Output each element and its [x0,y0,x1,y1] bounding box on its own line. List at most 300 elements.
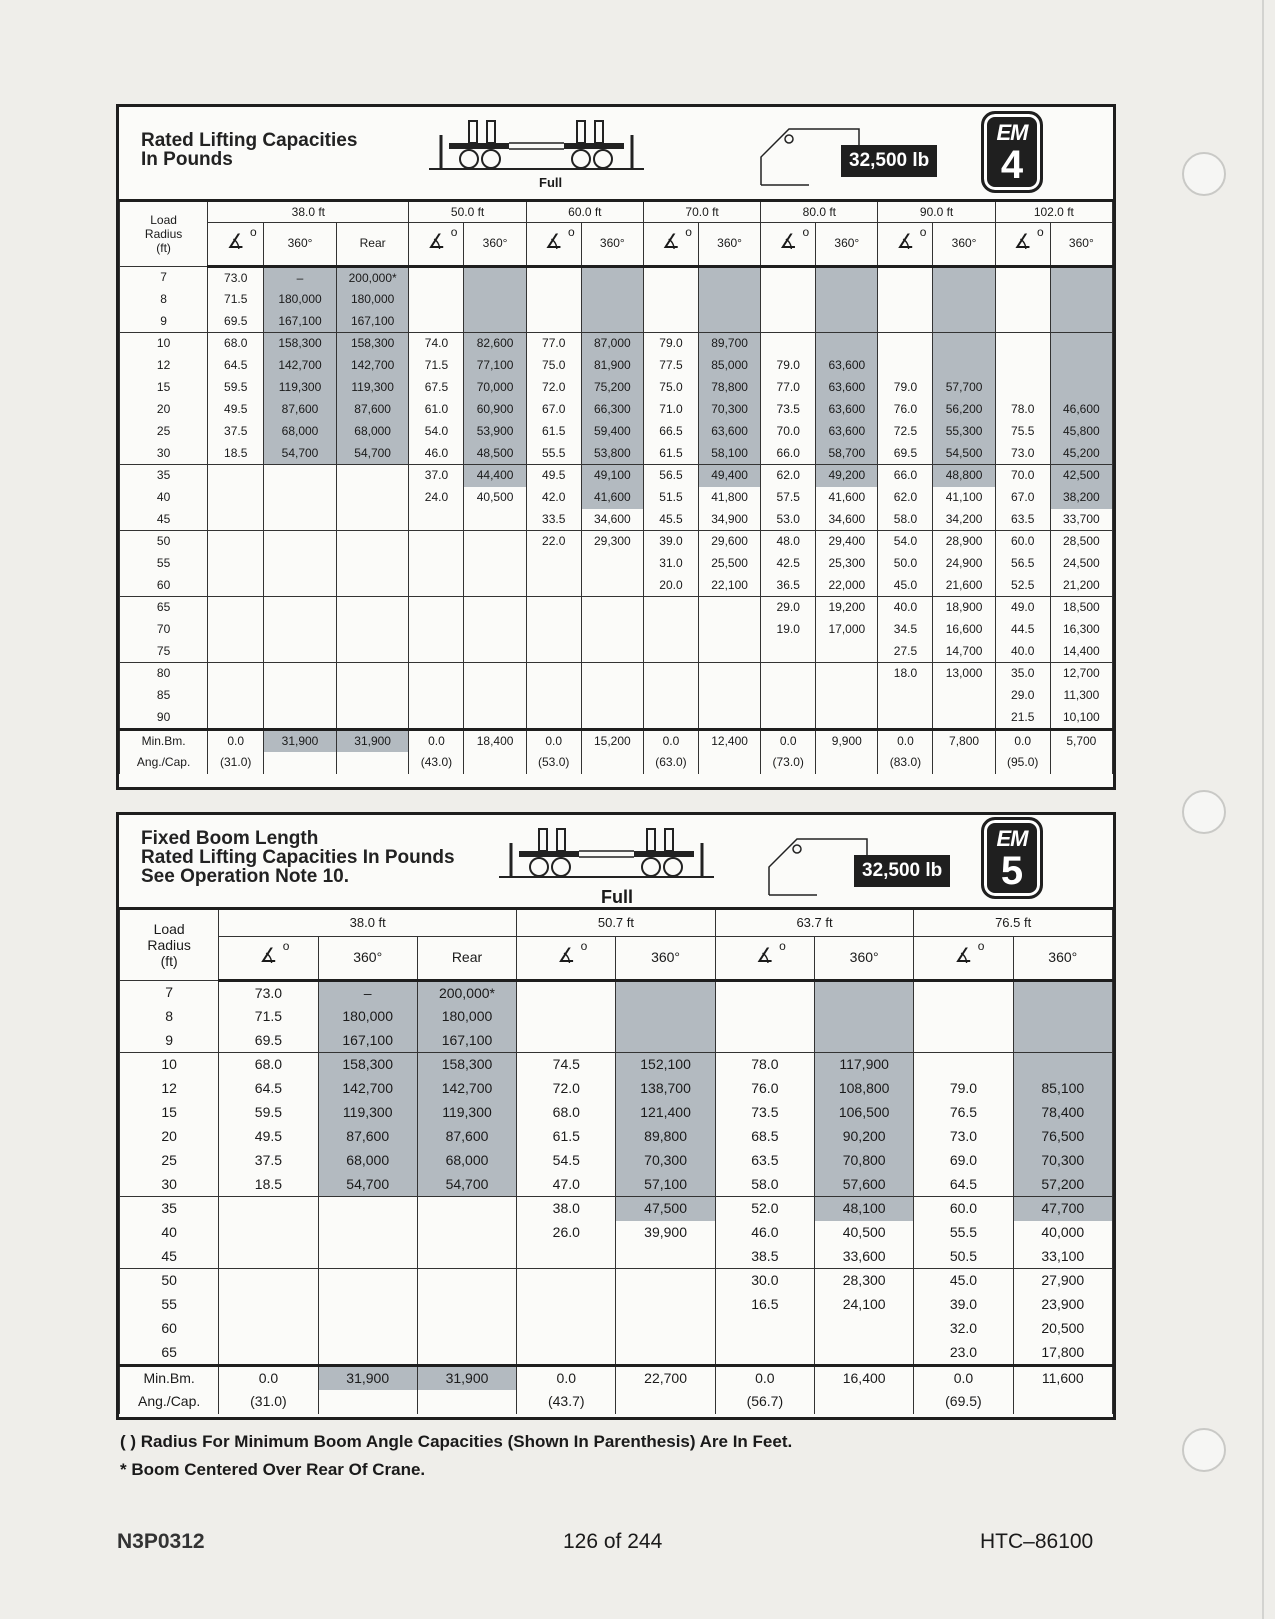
capacity-cell: (73.0) [761,752,816,774]
capacity-cell [464,597,526,619]
capacity-cell: 73.0 [208,266,264,289]
row-label: Ang./Cap. [120,1390,219,1414]
capacity-cell [698,289,760,311]
capacity-cell [698,641,760,663]
capacity-cell: 0.0 [208,729,264,752]
table-row [120,355,1113,377]
capacity-cell: (83.0) [878,752,933,774]
capacity-cell: 12,400 [698,729,760,752]
table-row [120,333,1113,355]
capacity-cell [1050,311,1112,333]
capacity-cell [643,311,698,333]
capacity-cell [581,553,643,575]
capacity-cell: 76.0 [878,399,933,421]
capacity-cell: 33,600 [815,1245,914,1269]
capacity-cell: 77.5 [643,355,698,377]
capacity-cell [816,289,878,311]
capacity-cell: 180,000 [318,1005,417,1029]
capacity-cell [417,1390,516,1414]
capacity-cell [815,1341,914,1366]
capacity-cell: 67.5 [409,377,464,399]
load-radius-cell: 10 [120,333,208,355]
title-line: Rated Lifting Capacities In Pounds [141,847,455,868]
load-radius-cell: 20 [120,399,208,421]
capacity-cell: 119,300 [264,377,337,399]
capacity-cell: 47,500 [616,1197,715,1221]
angle-icon: ∡ o [259,939,290,967]
capacity-cell [417,1221,516,1245]
em-badge-letters: EM [996,120,1028,145]
table-row [120,1245,1113,1269]
footnote-rear: * Boom Centered Over Rear Of Crane. [120,1460,426,1479]
capacity-cell: 21,600 [933,575,995,597]
load-radius-text: Load [153,920,185,937]
capacity-cell [914,1053,1013,1077]
capacity-cell [816,752,878,774]
capacity-cell: 67.0 [995,487,1050,509]
capacity-cell: 50.5 [914,1245,1013,1269]
capacity-cell: 40.0 [995,641,1050,663]
capacity-cell [264,553,337,575]
table-row [120,531,1113,553]
capacity-cell: 56.5 [995,553,1050,575]
capacity-cell [816,707,878,730]
table-row [120,487,1113,509]
load-radius-text: (ft) [160,952,178,969]
boom-length-header: 50.7 ft [517,910,716,936]
capacity-cell: 79.0 [761,355,816,377]
capacity-cell: 41,600 [816,487,878,509]
capacity-cell [517,1341,616,1366]
capacity-cell [526,289,581,311]
capacity-cell [219,1293,318,1317]
capacity-cell: 47,700 [1013,1197,1112,1221]
capacity-cell: (53.0) [526,752,581,774]
capacity-cell: 57,100 [616,1173,715,1197]
angle-icon: ∡ o [427,225,458,253]
capacity-cell [526,641,581,663]
angle-icon: ∡ o [557,939,588,967]
capacity-cell [761,641,816,663]
load-radius-cell: 15 [120,1101,219,1125]
capacity-cell [1013,1053,1112,1077]
table-row [120,1221,1113,1245]
capacity-cell: 71.0 [643,399,698,421]
load-radius-cell: 35 [120,1197,219,1221]
capacity-cell: 0.0 [761,729,816,752]
capacity-cell: 52.5 [995,575,1050,597]
capacity-cell [208,575,264,597]
capacity-cell: – [318,980,417,1005]
capacity-cell [995,355,1050,377]
capacity-cell: 68.5 [715,1125,814,1149]
capacity-cell: 76.0 [715,1077,814,1101]
capacity-cell: 49.5 [526,465,581,487]
capacity-cell: 29.0 [995,685,1050,707]
capacity-cell: 22,700 [616,1365,715,1390]
load-radius-cell: 90 [120,707,208,730]
em-badge-number: 5 [1000,849,1024,893]
capacity-cell: 68,000 [318,1149,417,1173]
capacity-cell: 67.0 [526,399,581,421]
capacity-cell: (31.0) [219,1390,318,1414]
capacity-cell: 70.0 [761,421,816,443]
boom-length-header: 70.0 ft [643,202,760,222]
capacity-cell: 79.0 [643,333,698,355]
capacity-cell [761,289,816,311]
capacity-cell [318,1390,417,1414]
capacity-cell: 41,600 [581,487,643,509]
capacity-cell: 70,800 [815,1149,914,1173]
load-radius-text: Load [150,212,177,227]
capacity-cell [581,663,643,685]
capacity-cell [715,1005,814,1029]
capacity-cell: 24,900 [933,553,995,575]
load-radius-cell: 12 [120,355,208,377]
load-radius-cell: 20 [120,1125,219,1149]
capacity-cell: 73.5 [761,399,816,421]
capacity-cell [643,707,698,730]
capacity-cell [409,663,464,685]
capacity-cell [208,597,264,619]
capacity-cell [318,1245,417,1269]
load-radius-cell: 70 [120,619,208,641]
capacity-cell [878,333,933,355]
capacity-cell: 85,000 [698,355,760,377]
load-radius-cell: 8 [120,289,208,311]
capacity-cell [208,619,264,641]
capacity-cell [616,1245,715,1269]
load-radius-cell: 35 [120,465,208,487]
capacity-cell [264,465,337,487]
capacity-cell: 34,600 [581,509,643,531]
capacity-cell [208,487,264,509]
capacity-cell: 158,300 [318,1053,417,1077]
capacity-cell: 63,600 [698,421,760,443]
capacity-cell: 40,500 [815,1221,914,1245]
capacity-cell: 33,100 [1013,1245,1112,1269]
footnotes [120,1428,792,1484]
capacity-cell [464,531,526,553]
capacity-360-header: 360° [1013,936,1112,980]
capacity-cell [336,465,409,487]
table-row [120,465,1113,487]
capacity-cell [995,333,1050,355]
capacity-cell [336,619,409,641]
capacity-cell [517,1005,616,1029]
capacity-cell: 29.0 [761,597,816,619]
capacity-cell [219,1221,318,1245]
capacity-cell: 142,700 [264,355,337,377]
load-radius-cell: 55 [120,1293,219,1317]
load-radius-cell: 7 [120,266,208,289]
counterweight-badge: 32,500 lb [854,855,950,887]
capacity-cell: 38.5 [715,1245,814,1269]
capacity-cell: 29,600 [698,531,760,553]
boom-length-header: 63.7 ft [715,910,914,936]
capacity-cell: 66.5 [643,421,698,443]
capacity-cell: 16,600 [933,619,995,641]
capacity-cell [933,311,995,333]
capacity-cell: 33,700 [1050,509,1112,531]
angle-icon: ∡ o [755,939,786,967]
capacity-cell [816,663,878,685]
table-row [120,575,1113,597]
capacity-cell [581,685,643,707]
capacity-cell: 22,100 [698,575,760,597]
capacity-cell: 16,400 [815,1365,914,1390]
capacity-cell: 42,500 [1050,465,1112,487]
capacity-cell [336,531,409,553]
capacity-cell: 51.5 [643,487,698,509]
capacity-cell [219,1317,318,1341]
angle-icon: ∡ o [896,225,927,253]
table-row [120,1341,1113,1366]
capacity-cell [208,663,264,685]
capacity-cell: 60.0 [995,531,1050,553]
angle-icon: ∡ o [544,225,575,253]
capacity-cell [698,752,760,774]
capacity-cell [581,266,643,289]
capacity-cell: 49.5 [208,399,264,421]
capacity-cell: 73.5 [715,1101,814,1125]
capacity-cell: 45.0 [914,1269,1013,1293]
capacity-cell: 39.0 [914,1293,1013,1317]
capacity-cell: 36.5 [761,575,816,597]
capacity-cell: 25,300 [816,553,878,575]
capacity-cell [409,289,464,311]
capacity-cell: 49,200 [816,465,878,487]
capacity-cell: 73.0 [219,980,318,1005]
load-radius-cell: 30 [120,1173,219,1197]
capacity-cell [208,509,264,531]
capacity-cell: 0.0 [878,729,933,752]
capacity-cell: 33.5 [526,509,581,531]
capacity-cell: 19,200 [816,597,878,619]
capacity-cell: 63.5 [995,509,1050,531]
capacity-cell: 78,400 [1013,1101,1112,1125]
capacity-cell: 29,300 [581,531,643,553]
boom-length-header: 60.0 ft [526,202,643,222]
capacity-cell: 49.5 [219,1125,318,1149]
capacity-cell: 47.0 [517,1173,616,1197]
title-line: See Operation Note 10. [141,866,350,887]
capacity-cell: 54,700 [417,1173,516,1197]
capacity-cell [526,266,581,289]
capacity-cell [517,1245,616,1269]
min-boom-row [120,729,1113,752]
capacity-cell: 21.5 [995,707,1050,730]
capacity-cell: 167,100 [417,1029,516,1053]
capacity-cell: (69.5) [914,1390,1013,1414]
capacity-cell: 58.0 [878,509,933,531]
capacity-cell [643,641,698,663]
capacity-cell: 18,500 [1050,597,1112,619]
capacity-table [119,910,1113,1414]
angle-capacity-row [120,752,1113,774]
capacity-cell: 87,600 [264,399,337,421]
boom-angle-header [409,222,464,266]
capacity-cell [815,1317,914,1341]
load-radius-text: Radius [147,936,191,953]
outrigger-label: Full [601,887,633,907]
capacity-cell: 77.0 [526,333,581,355]
capacity-cell [464,619,526,641]
capacity-cell [643,597,698,619]
capacity-cell: 0.0 [995,729,1050,752]
capacity-cell: 57.5 [761,487,816,509]
capacity-cell: 158,300 [336,333,409,355]
capacity-cell: 12,700 [1050,663,1112,685]
capacity-cell: 77.0 [761,377,816,399]
load-radius-cell: 7 [120,980,219,1005]
document-code: N3P0312 [117,1530,205,1553]
angle-icon: ∡ o [1013,225,1044,253]
capacity-cell: 63.5 [715,1149,814,1173]
capacity-cell [264,707,337,730]
capacity-360-header: 360° [815,936,914,980]
capacity-cell [526,663,581,685]
load-radius-cell: 40 [120,487,208,509]
capacity-cell: 158,300 [417,1053,516,1077]
capacity-cell: 76.5 [914,1101,1013,1125]
capacity-360-header: 360° [933,222,995,266]
capacity-cell: 34,900 [698,509,760,531]
capacity-cell [616,1293,715,1317]
capacity-cell [526,311,581,333]
capacity-360-header: 360° [464,222,526,266]
capacity-cell: 87,000 [581,333,643,355]
capacity-cell [761,707,816,730]
table-row [120,1197,1113,1221]
capacity-cell [816,266,878,289]
capacity-cell: 70,300 [616,1149,715,1173]
capacity-cell [336,663,409,685]
capacity-cell [816,333,878,355]
capacity-cell [417,1341,516,1366]
capacity-cell [208,641,264,663]
capacity-cell: 37.5 [219,1149,318,1173]
capacity-cell [264,487,337,509]
capacity-cell: 34,600 [816,509,878,531]
capacity-cell: 49.0 [995,597,1050,619]
capacity-chart-em4 [116,104,1116,790]
title-line: Rated Lifting Capacities [141,130,358,151]
capacity-cell: 62.0 [878,487,933,509]
capacity-cell: 81,900 [581,355,643,377]
capacity-cell: 70.0 [995,465,1050,487]
load-radius-cell: 25 [120,1149,219,1173]
capacity-cell [1050,266,1112,289]
capacity-cell: 69.5 [878,443,933,465]
load-radius-header [120,202,208,266]
page-number: 126 of 244 [563,1530,663,1553]
capacity-cell [464,289,526,311]
load-radius-cell: 75 [120,641,208,663]
capacity-cell: 138,700 [616,1077,715,1101]
capacity-cell: 59.5 [219,1101,318,1125]
capacity-cell [698,311,760,333]
capacity-cell: 38,200 [1050,487,1112,509]
capacity-cell [517,1293,616,1317]
capacity-cell [464,641,526,663]
capacity-cell: 69.0 [914,1149,1013,1173]
capacity-cell [995,266,1050,289]
capacity-cell [219,1197,318,1221]
capacity-cell: 40,500 [464,487,526,509]
boom-length-header: 38.0 ft [208,202,409,222]
capacity-cell: 18.0 [878,663,933,685]
load-radius-cell: 60 [120,575,208,597]
angle-icon: ∡ o [779,225,810,253]
capacity-cell [526,575,581,597]
capacity-cell [815,980,914,1005]
table-row [120,619,1113,641]
capacity-cell: 16,300 [1050,619,1112,641]
capacity-cell [409,707,464,730]
capacity-cell: 31,900 [264,729,337,752]
capacity-cell: 87,600 [336,399,409,421]
capacity-cell: 61.0 [409,399,464,421]
capacity-cell: 58,100 [698,443,760,465]
capacity-cell [816,311,878,333]
load-radius-cell: 80 [120,663,208,685]
capacity-cell: 79.0 [914,1077,1013,1101]
capacity-cell [761,311,816,333]
capacity-cell: 77,100 [464,355,526,377]
capacity-cell [1013,1390,1112,1414]
table-row [120,597,1113,619]
capacity-cell [409,685,464,707]
capacity-cell: 89,800 [616,1125,715,1149]
capacity-cell: 0.0 [914,1365,1013,1390]
capacity-cell [643,289,698,311]
capacity-cell: 63,600 [816,377,878,399]
capacity-cell [616,1269,715,1293]
capacity-cell: 44,400 [464,465,526,487]
capacity-cell [264,685,337,707]
angle-capacity-row [120,1390,1113,1414]
table-row [120,1173,1113,1197]
capacity-cell: 53,800 [581,443,643,465]
chart-header [119,815,1113,910]
capacity-cell [581,289,643,311]
boom-length-header: 76.5 ft [914,910,1113,936]
capacity-cell: (31.0) [208,752,264,774]
em-badge [981,817,1043,899]
capacity-cell [1050,377,1112,399]
capacity-cell: 24,100 [815,1293,914,1317]
capacity-cell: 63,600 [816,399,878,421]
capacity-cell: 29,400 [816,531,878,553]
capacity-cell: 20,500 [1013,1317,1112,1341]
boom-angle-header [995,222,1050,266]
angle-icon: ∡ o [661,225,692,253]
capacity-cell: 0.0 [715,1365,814,1390]
footnote-radius: ( ) Radius For Minimum Boom Angle Capacities (Shown In Parenthesis) Are In Feet. [120,1432,793,1451]
capacity-cell: 0.0 [409,729,464,752]
capacity-cell: (95.0) [995,752,1050,774]
table-row [120,663,1113,685]
capacity-cell: 23.0 [914,1341,1013,1366]
capacity-cell [698,619,760,641]
chart-header [119,107,1113,202]
capacity-cell: 17,000 [816,619,878,641]
capacity-cell [1050,333,1112,355]
table-row [120,1317,1113,1341]
capacity-cell: 61.5 [526,421,581,443]
counterweight-badge: 32,500 lb [841,145,937,177]
